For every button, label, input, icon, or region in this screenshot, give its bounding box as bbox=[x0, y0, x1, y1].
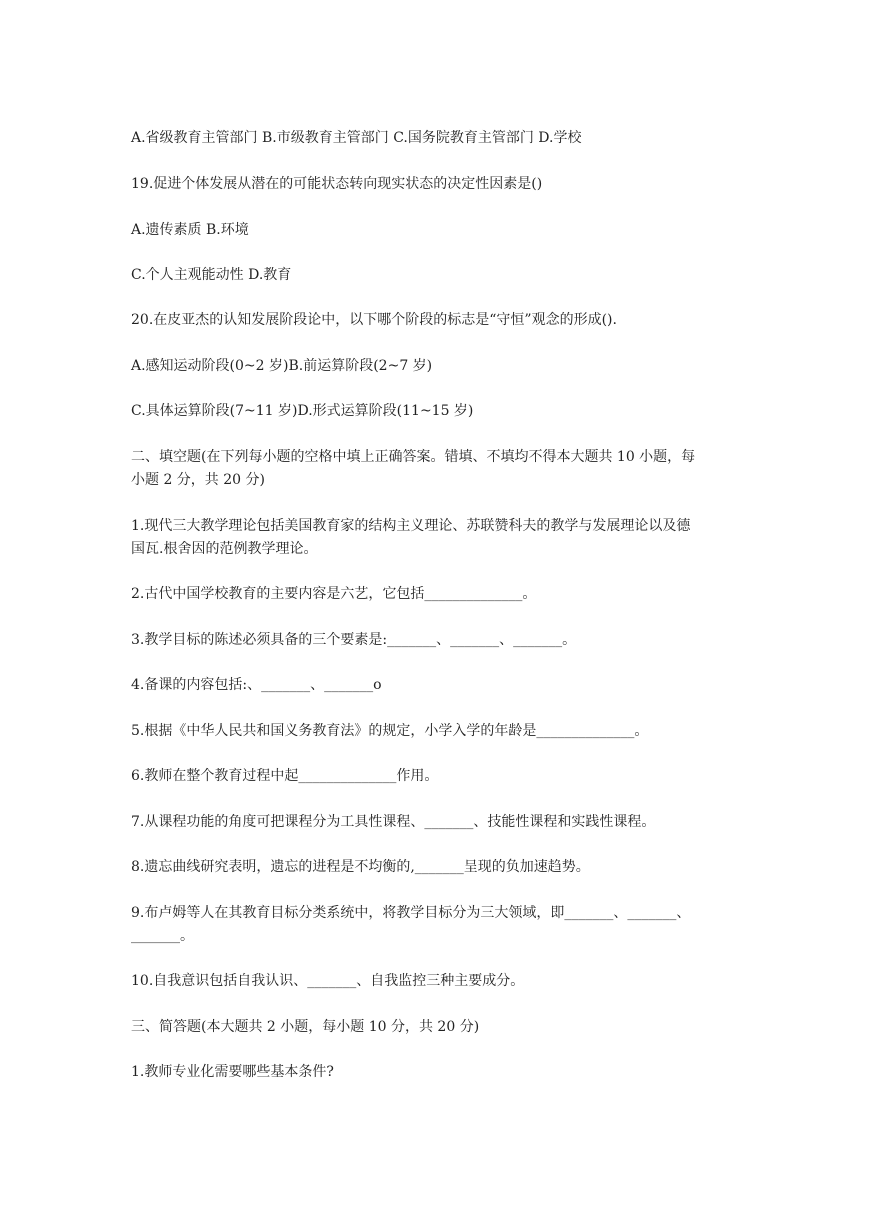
section-3-heading: 三、简答题(本大题共 2 小题，每小题 10 分，共 20 分) bbox=[131, 1019, 480, 1035]
fill-1-line-1: 1.现代三大教学理论包括美国教育家的结构主义理论、苏联赞科夫的教学与发展理论以及德 bbox=[131, 518, 691, 534]
fill-7: 7.从课程功能的角度可把课程分为工具性课程、_______、技能性课程和实践性课程。 bbox=[131, 814, 656, 830]
fill-10: 10.自我意识包括自我认识、_______、自我监控三种主要成分。 bbox=[131, 973, 525, 989]
fill-9-line-2: _______。 bbox=[131, 928, 194, 944]
q20-options-ab: A.感知运动阶段(0~2 岁)B.前运算阶段(2~7 岁) bbox=[131, 358, 433, 374]
q18-options: A.省级教育主管部门 B.市级教育主管部门 C.国务院教育主管部门 D.学校 bbox=[131, 130, 582, 146]
fill-3: 3.教学目标的陈述必须具备的三个要素是:_______、_______、_______。 bbox=[131, 632, 577, 648]
q19-options-ab: A.遗传素质 B.环境 bbox=[131, 222, 249, 238]
q19-question: 19.促进个体发展从潜在的可能状态转向现实状态的决定性因素是() bbox=[131, 176, 543, 192]
fill-9-line-1: 9.布卢姆等人在其教育目标分类系统中，将教学目标分为三大领域，即_______、_______、 bbox=[131, 905, 691, 921]
fill-5: 5.根据《中华人民共和国义务教育法》的规定，小学入学的年龄是______________。 bbox=[131, 723, 649, 739]
fill-1-line-2: 国瓦.根舍因的范例教学理论。 bbox=[131, 541, 318, 557]
fill-4: 4.备课的内容包括:、_______、_______o bbox=[131, 677, 382, 693]
q20-question: 20.在皮亚杰的认知发展阶段论中，以下哪个阶段的标志是“守恒”观念的形成(). bbox=[131, 312, 617, 328]
q20-options-cd: C.具体运算阶段(7~11 岁)D.形式运算阶段(11~15 岁) bbox=[131, 403, 474, 419]
fill-8: 8.遗忘曲线研究表明，遗忘的进程是不均衡的,_______呈现的负加速趋势。 bbox=[131, 859, 590, 875]
section-2-heading-line-1: 二、填空题(在下列每小题的空格中填上正确答案。错填、不填均不得本大题共 10 小题，每 bbox=[131, 449, 696, 465]
q19-options-cd: C.个人主观能动性 D.教育 bbox=[131, 267, 292, 283]
fill-2: 2.古代中国学校教育的主要内容是六艺，它包括______________。 bbox=[131, 586, 537, 602]
section-2-heading-line-2: 小题 2 分，共 20 分) bbox=[131, 472, 265, 488]
short-answer-1: 1.教师专业化需要哪些基本条件? bbox=[131, 1064, 334, 1080]
fill-6: 6.教师在整个教育过程中起______________作用。 bbox=[131, 768, 439, 784]
